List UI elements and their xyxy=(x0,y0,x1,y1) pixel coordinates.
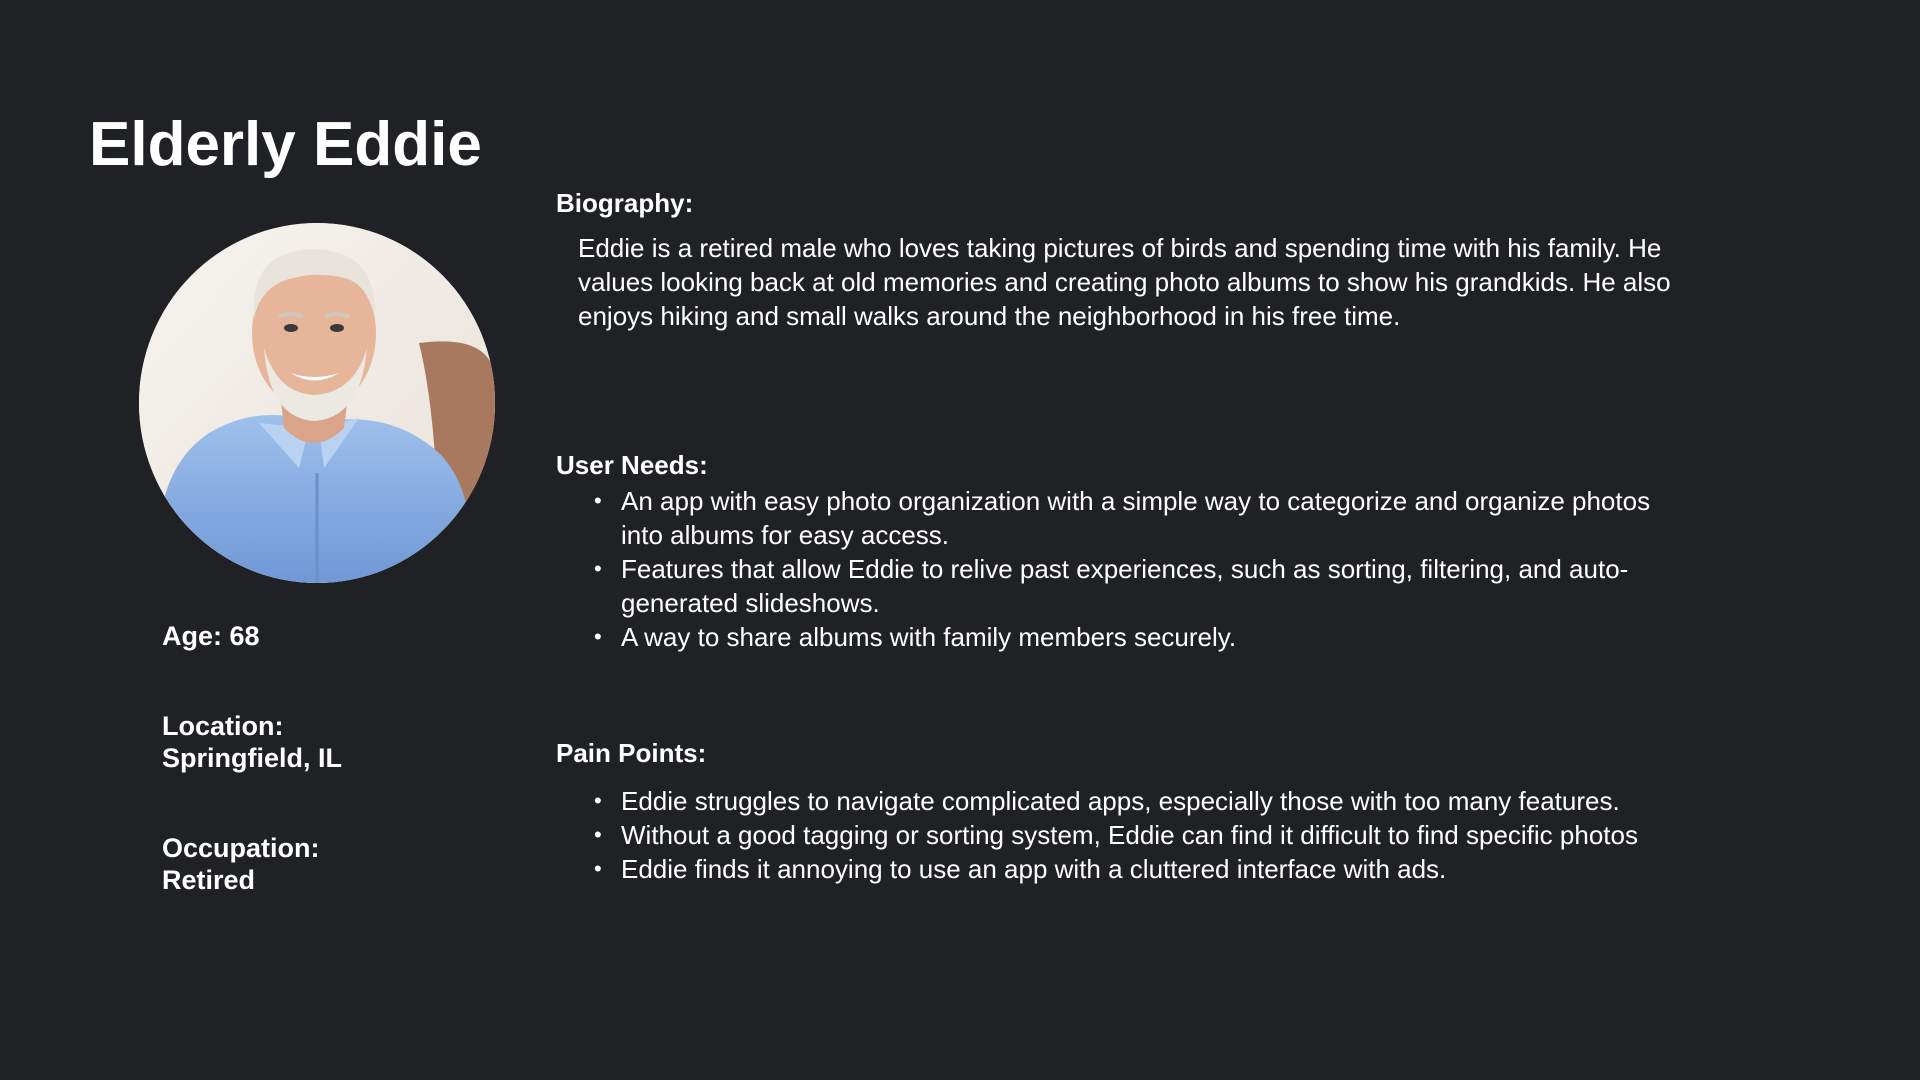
list-item-text: An app with easy photo organization with a simple way to categorize and organize photos into albums for easy access. xyxy=(621,486,1651,550)
location-label: Location: xyxy=(162,711,284,741)
bullet-icon: • xyxy=(594,556,602,581)
occupation-value: Retired xyxy=(162,865,256,895)
persona-name: Elderly Eddie xyxy=(89,110,482,179)
list-item-text: Eddie struggles to navigate complicated apps, especially those with too many features. xyxy=(621,786,1620,816)
bullet-icon: • xyxy=(594,788,602,813)
list-item xyxy=(556,852,1686,886)
list-item xyxy=(556,552,1686,620)
occupation-fact xyxy=(162,832,320,896)
pain-points-heading: Pain Points: xyxy=(556,738,707,768)
list-item-text: Features that allow Eddie to relive past experiences, such as sorting, filtering, and auto-generated slideshows. xyxy=(621,554,1629,618)
bullet-icon: • xyxy=(594,624,602,649)
location-fact xyxy=(162,710,342,774)
bullet-icon: • xyxy=(594,488,602,513)
biography-heading: Biography: xyxy=(556,188,694,218)
age-fact xyxy=(162,620,260,652)
list-item xyxy=(556,484,1686,552)
user-needs-heading: User Needs: xyxy=(556,450,708,480)
bullet-icon: • xyxy=(594,856,602,881)
portrait-photo-icon xyxy=(139,223,495,583)
list-item xyxy=(556,784,1686,818)
list-item-text: Eddie finds it annoying to use an app with a cluttered interface with ads. xyxy=(621,854,1447,884)
list-item-text: Without a good tagging or sorting system, Eddie can find it difficult to find specific photos xyxy=(621,820,1638,850)
user-needs-list xyxy=(556,484,1686,654)
age-value: 68 xyxy=(229,621,260,651)
persona-photo xyxy=(139,223,495,583)
occupation-label: Occupation: xyxy=(162,833,320,863)
biography-text: Eddie is a retired male who loves taking pictures of birds and spending time with his family. He values looking back at old memories and creating photo albums to show his grandkids. He also enjoys hiking and small walks around the neighborhood in his free time. xyxy=(578,233,1671,331)
bullet-icon: • xyxy=(594,822,602,847)
list-item xyxy=(556,818,1686,852)
list-item xyxy=(556,620,1686,654)
pain-points-list xyxy=(556,784,1686,886)
location-value: Springfield, IL xyxy=(162,743,342,773)
list-item-text: A way to share albums with family members securely. xyxy=(621,622,1237,652)
age-label: Age: xyxy=(162,621,222,651)
